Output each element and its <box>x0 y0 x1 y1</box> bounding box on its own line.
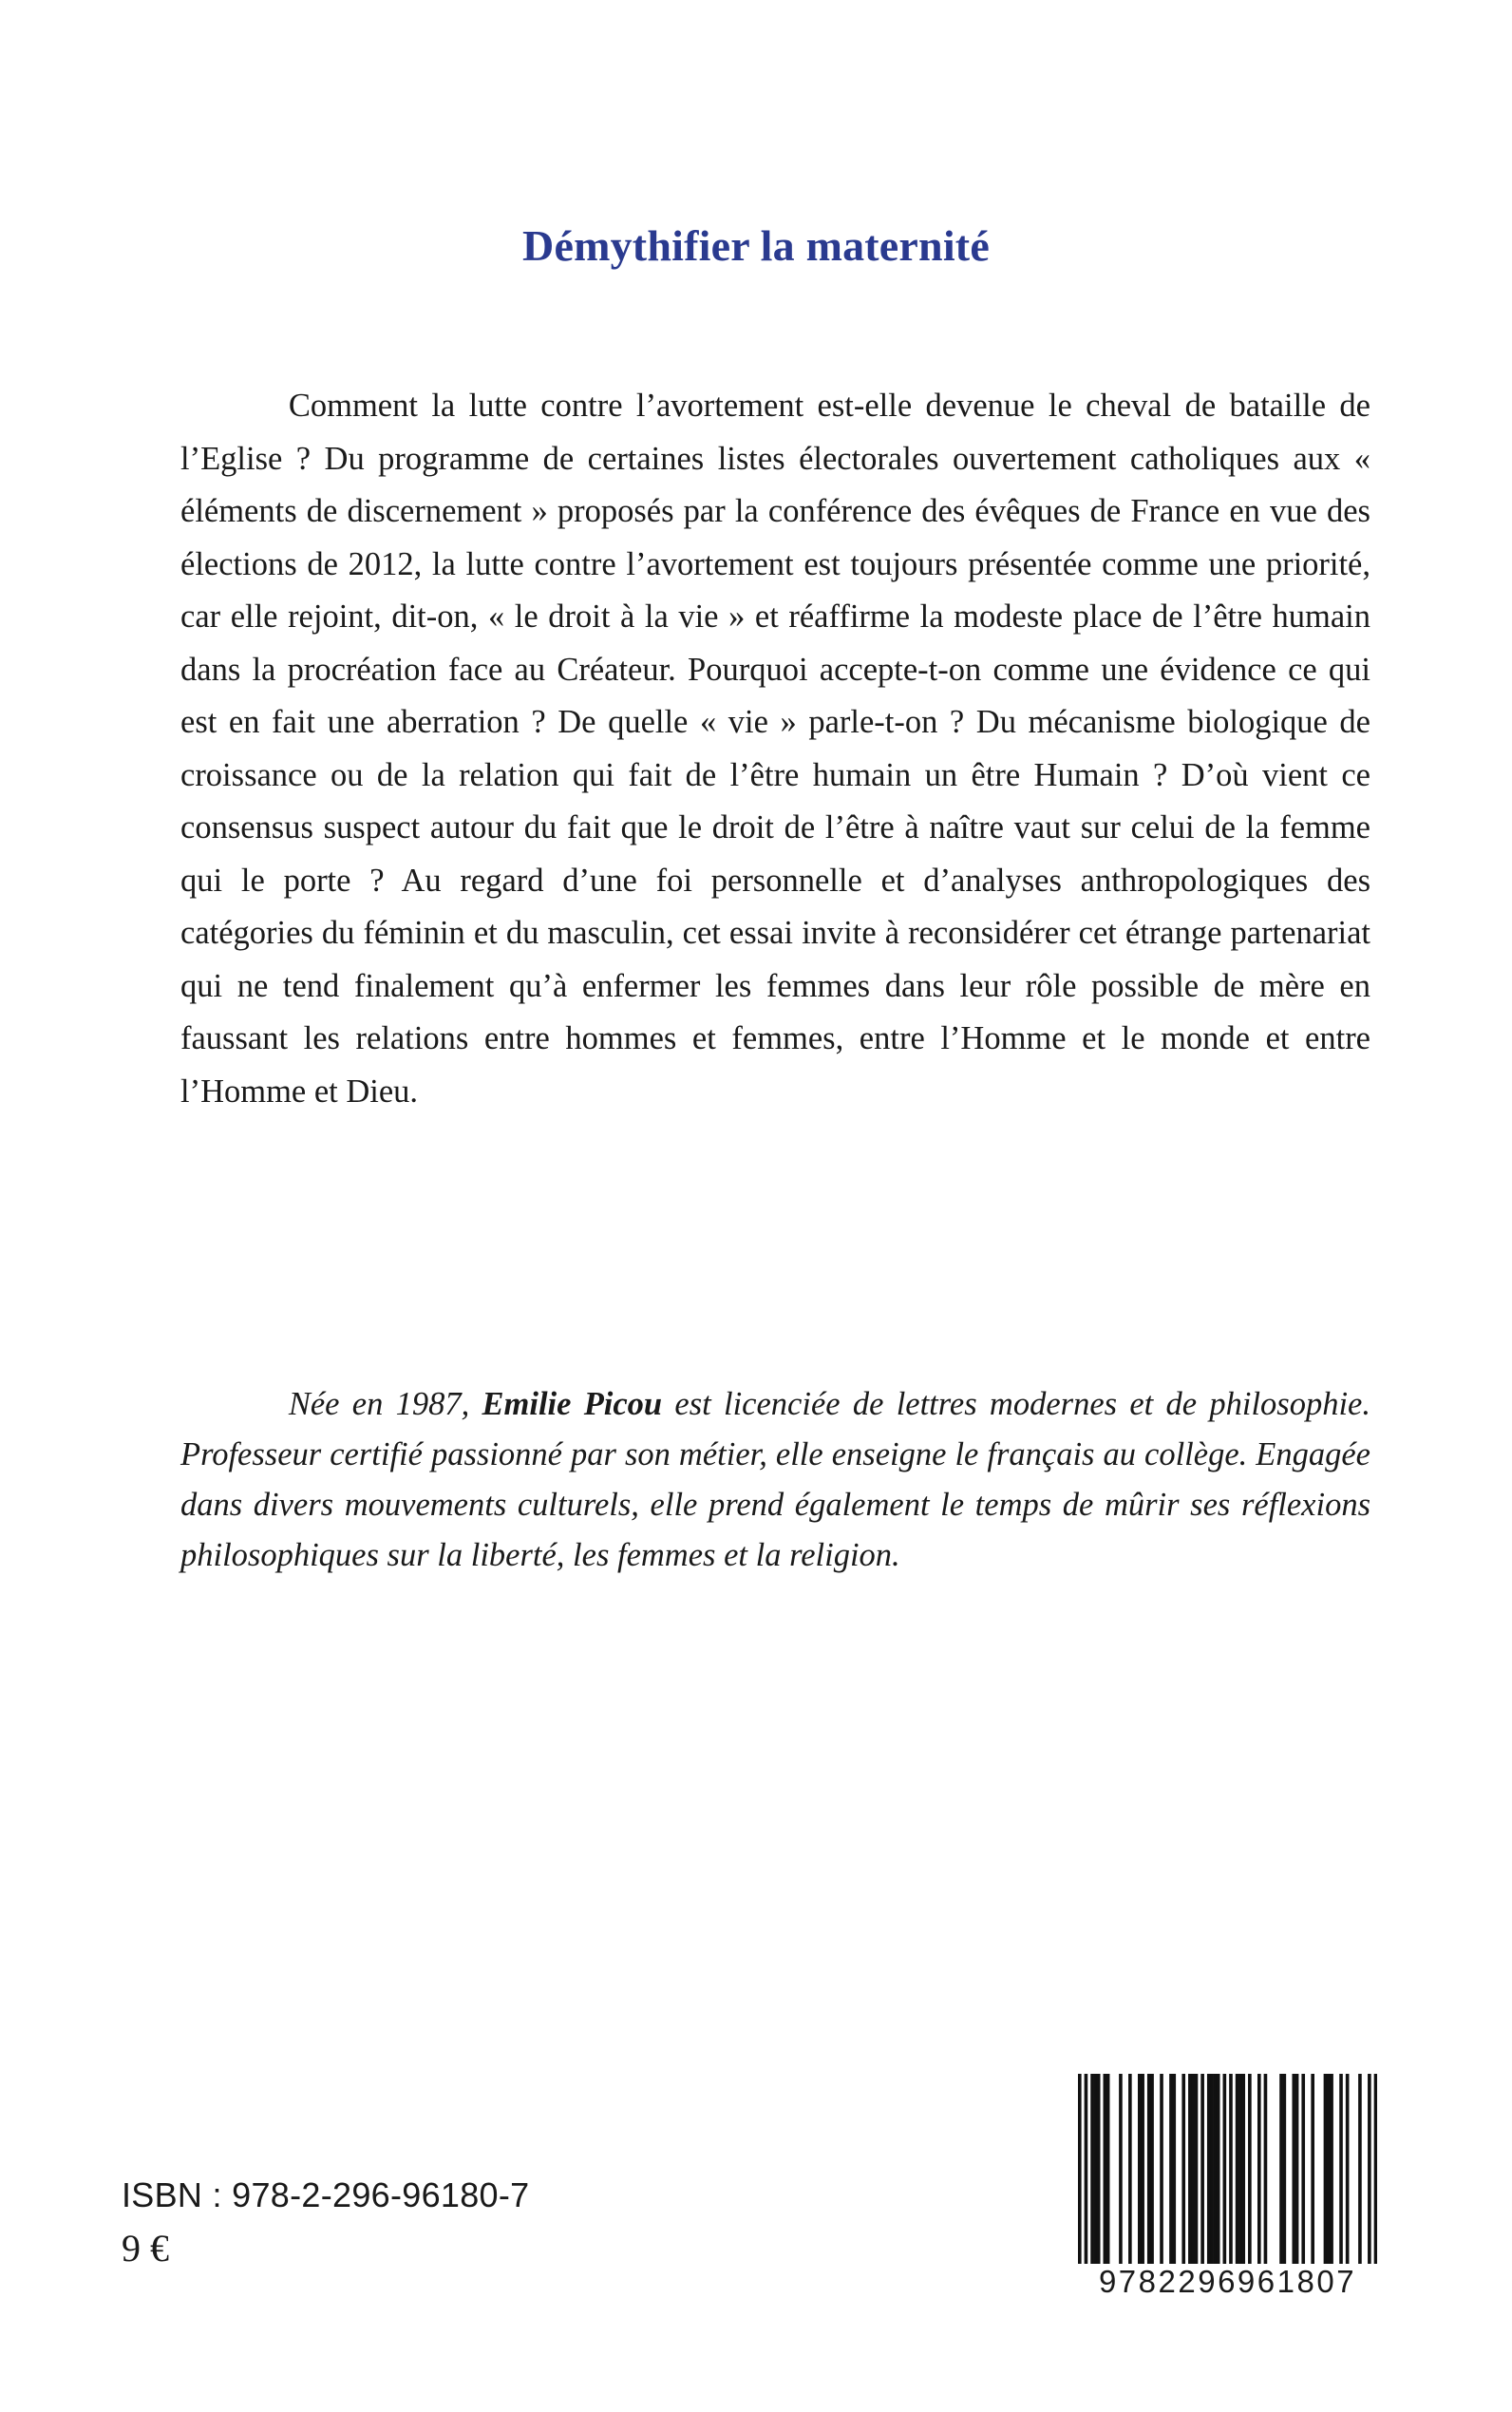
barcode-bar <box>1236 2074 1239 2269</box>
barcode-bar <box>1327 2074 1331 2269</box>
barcode-bar <box>1229 2074 1233 2269</box>
barcode-bar <box>1128 2074 1132 2269</box>
barcode-bar <box>1085 2074 1088 2269</box>
barcode-bar <box>1374 2074 1377 2269</box>
bio-intro: Née en 1987, <box>288 1386 482 1422</box>
barcode-digits: 9782296961807 <box>1078 2264 1377 2300</box>
barcode-bar <box>1279 2074 1283 2269</box>
barcode-bar <box>1119 2074 1123 2269</box>
barcode-bar <box>1214 2074 1218 2269</box>
barcode-bar <box>1311 2074 1314 2269</box>
barcode-bar <box>1191 2074 1195 2269</box>
barcode-bar <box>1346 2074 1350 2269</box>
barcode-bar <box>1207 2074 1211 2269</box>
bio-rest: est licenciée de lettres modernes et de philosophie. Professeur certifié passionné par son métier, elle enseigne le français au collège. Engagée dans divers mouvements culturels, elle prend également le temps de mûrir ses réflexions philosophiques sur la liberté, les femmes et la religion. <box>180 1386 1370 1573</box>
barcode-bar <box>1169 2074 1173 2269</box>
barcode-bar <box>1172 2074 1176 2269</box>
barcode-bar <box>1106 2074 1110 2269</box>
barcode-bar <box>1147 2074 1151 2269</box>
barcode-bar <box>1195 2074 1199 2269</box>
barcode-bar <box>1283 2074 1287 2269</box>
barcode-bar <box>1090 2074 1094 2269</box>
book-title: Démythifier la maternité <box>522 221 990 270</box>
barcode-bar <box>1264 2074 1268 2269</box>
barcode-bar <box>1200 2074 1204 2269</box>
barcode-bar <box>1181 2074 1185 2269</box>
barcode-bar <box>1223 2074 1227 2269</box>
author-bio <box>180 1379 1370 1581</box>
barcode-bar <box>1210 2074 1214 2269</box>
barcode-bar <box>1301 2074 1305 2269</box>
barcode-bar <box>1094 2074 1098 2269</box>
barcode-bar <box>1078 2074 1082 2269</box>
barcode-bar <box>1358 2074 1362 2269</box>
barcode-bar <box>1292 2074 1295 2269</box>
barcode-bar <box>1368 2074 1371 2269</box>
barcode-bar <box>1097 2074 1101 2269</box>
barcode-bar <box>1248 2074 1252 2269</box>
barcode-bar <box>1138 2074 1142 2269</box>
barcode-bar <box>1141 2074 1144 2269</box>
barcode-bar <box>1104 2074 1107 2269</box>
barcode-bar <box>1238 2074 1242 2269</box>
barcode-bar <box>1188 2074 1192 2269</box>
barcode-bar <box>1160 2074 1163 2269</box>
barcode-bar <box>1217 2074 1220 2269</box>
price-label: 9 € <box>122 2227 169 2270</box>
barcode-bar <box>1257 2074 1261 2269</box>
book-summary: Comment la lutte contre l’avortement est-elle devenue le cheval de bataille de l’Eglise ? Du programme de certaines listes électorales ouvertement catholiques aux « éléments de discernement » proposés par la conférence des évêques de France en vue des élections de 2012, la lutte contre l’avortement est toujours présentée comme une priorité, car elle rejoint, dit-on, « le droit à la vie » et réaffirme la modeste place de l’être humain dans la procréation face au Créateur. Pourquoi accepte-t-on comme une évidence ce qui est en fait une aberration ? De quelle « vie » parle-t-on ? Du mécanisme biologique de croissance ou de la relation qui fait de l’être humain un être Humain ? D’où vient ce consensus suspect autour du fait que le droit de l’être à naître vaut sur celui de la femme qui le porte ? Au regard d’une foi personnelle et d’analyses anthropologiques des catégories du féminin et du masculin, cet essai invite à reconsidérer cet étrange partenariat qui ne tend finalement qu’à enfermer les femmes dans leur rôle possible de mère en faussant les relations entre hommes et femmes, entre l’Homme et le monde et entre l’Homme et Dieu. <box>180 388 1370 1110</box>
barcode-bar <box>1241 2074 1245 2269</box>
barcode <box>1078 2074 1377 2304</box>
barcode-bar <box>1339 2074 1343 2269</box>
barcode-bars <box>1078 2074 1377 2269</box>
barcode-bar <box>1330 2074 1333 2269</box>
isbn-label: ISBN : 978-2-296-96180-7 <box>122 2175 530 2214</box>
barcode-bar <box>1150 2074 1154 2269</box>
barcode-bar <box>1324 2074 1328 2269</box>
barcode-bar <box>1295 2074 1299 2269</box>
author-name: Emilie Picou <box>482 1386 663 1422</box>
